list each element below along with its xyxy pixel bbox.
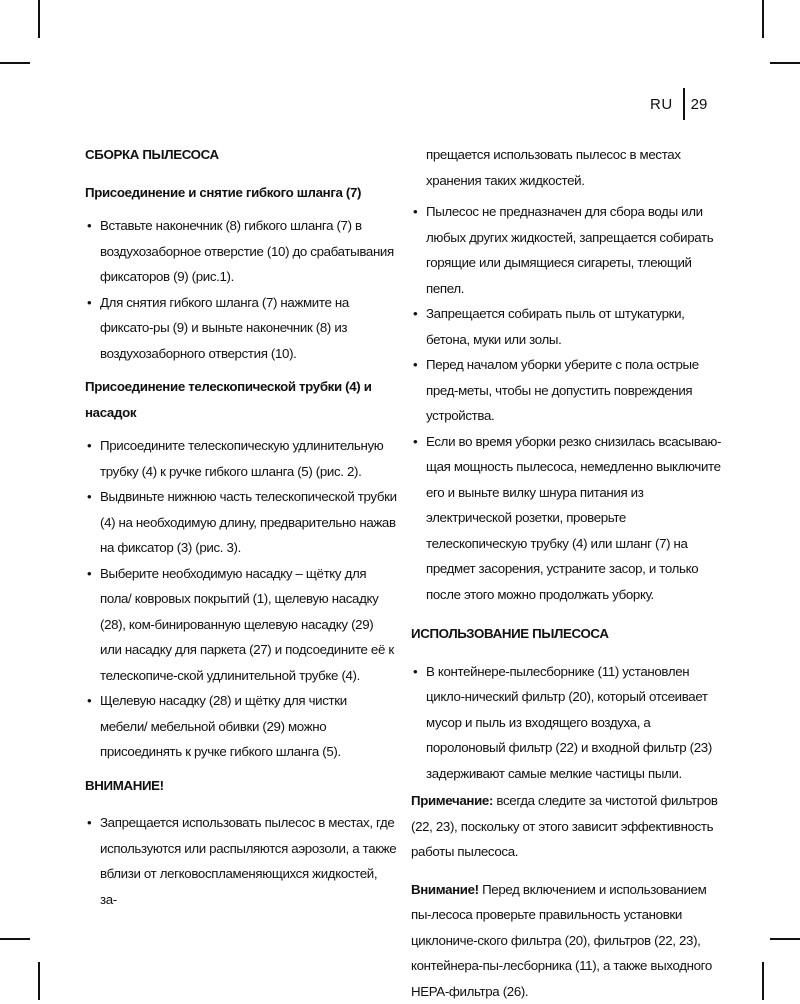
subheading-hose: Присоединение и снятие гибкого шланга (7) [85, 180, 397, 206]
warning-heading: ВНИМАНИЕ! [85, 773, 397, 799]
crop-mark [38, 0, 40, 38]
attention-text: Перед включением и использованием пы-лесоса проверьте правильность установки циклониче-ского фильтра (20), фильтров (22, 23), контейнера-пы-лесборника (11), а также выходного HEPA-фильтра (26). [411, 882, 712, 999]
list-item: • Для снятия гибкого шланга (7) нажмите на фиксато-ры (9) и выньте наконечник (8) из воздухозаборного отверстия (10). [85, 290, 397, 367]
warning-list-continued [411, 199, 729, 607]
language-code: RU [650, 96, 683, 113]
section-title-usage: ИСПОЛЬЗОВАНИЕ ПЫЛЕСОСА [411, 621, 729, 647]
list-item: • В контейнере-пылесборнике (11) установлен цикло-нический фильтр (20), который отсеивает мусор и пыль из входящего воздуха, а поролоновый фильтр (22) и входной фильтр (23) задерживают самые мелкие частицы пыли. [411, 659, 729, 787]
left-column [85, 142, 397, 920]
attention-paragraph [411, 877, 729, 1004]
list-item: • Если во время уборки резко снизилась всасываю-щая мощность пылесоса, немедленно выключите его и выньте вилку шнура питания из электрической розетки, проверьте телескопическую трубку (4) или шланг (7) на предмет засорения, устраните засор, и только после этого можно продолжать уборку. [411, 429, 729, 608]
right-column [411, 142, 729, 1004]
section-title-assembly: СБОРКА ПЫЛЕСОСА [85, 142, 397, 168]
page-header [650, 88, 707, 120]
crop-mark [770, 938, 800, 940]
list-item: • Вставьте наконечник (8) гибкого шланга (7) в воздухозаборное отверстие (10) до срабатывания фиксаторов (9) (рис.1). [85, 213, 397, 290]
crop-mark [770, 62, 800, 64]
list-item: • Щелевую насадку (28) и щётку для чистки мебели/ мебельной обивки (29) можно присоединять к ручке гибкого шланга (5). [85, 688, 397, 765]
list-item: • Перед началом уборки уберите с пола острые пред-меты, чтобы не допустить повреждения устройства. [411, 352, 729, 429]
list-item: • Пылесос не предназначен для сбора воды или любых других жидкостей, запрещается собирать горящие или дымящиеся сигареты, тлеющий пепел. [411, 199, 729, 301]
page-number: 29 [685, 96, 708, 113]
attention-label: Внимание! [411, 882, 479, 897]
warning-list [85, 810, 397, 912]
crop-mark [0, 938, 30, 940]
tube-instructions-list [85, 433, 397, 765]
list-item: • Выберите необходимую насадку – щётку для пола/ ковровых покрытий (1), щелевую насадку (28), ком-бинированную щелевую насадку (29) или насадку для паркета (27) и подсоедините её к телескопиче-ской удлинительной трубке (4). [85, 561, 397, 689]
crop-mark [762, 962, 764, 1000]
crop-mark [38, 962, 40, 1000]
list-item: • Выдвиньте нижнюю часть телескопической трубки (4) на необходимую длину, предварительно нажав на фиксатор (3) (рис. 3). [85, 484, 397, 561]
crop-mark [0, 62, 30, 64]
list-item: • Присоедините телескопическую удлинительную трубку (4) к ручке гибкого шланга (5) (рис. 2). [85, 433, 397, 484]
continued-text: прещается использовать пылесос в местах хранения таких жидкостей. [411, 142, 729, 193]
list-item: • Запрещается использовать пылесос в местах, где используются или распыляются аэрозоли, а также вблизи от легковоспламеняющихся жидкостей, за- [85, 810, 397, 912]
note-label: Примечание: [411, 793, 493, 808]
list-item: • Запрещается собирать пыль от штукатурки, бетона, муки или золы. [411, 301, 729, 352]
crop-mark [762, 0, 764, 38]
hose-instructions-list [85, 213, 397, 366]
note-text: всегда следите за чистотой фильтров (22, 23), поскольку от этого зависит эффективность работы пылесоса. [411, 793, 718, 859]
note-paragraph [411, 788, 729, 865]
subheading-tube: Присоединение телескопической трубки (4) и насадок [85, 374, 397, 425]
usage-list [411, 659, 729, 787]
